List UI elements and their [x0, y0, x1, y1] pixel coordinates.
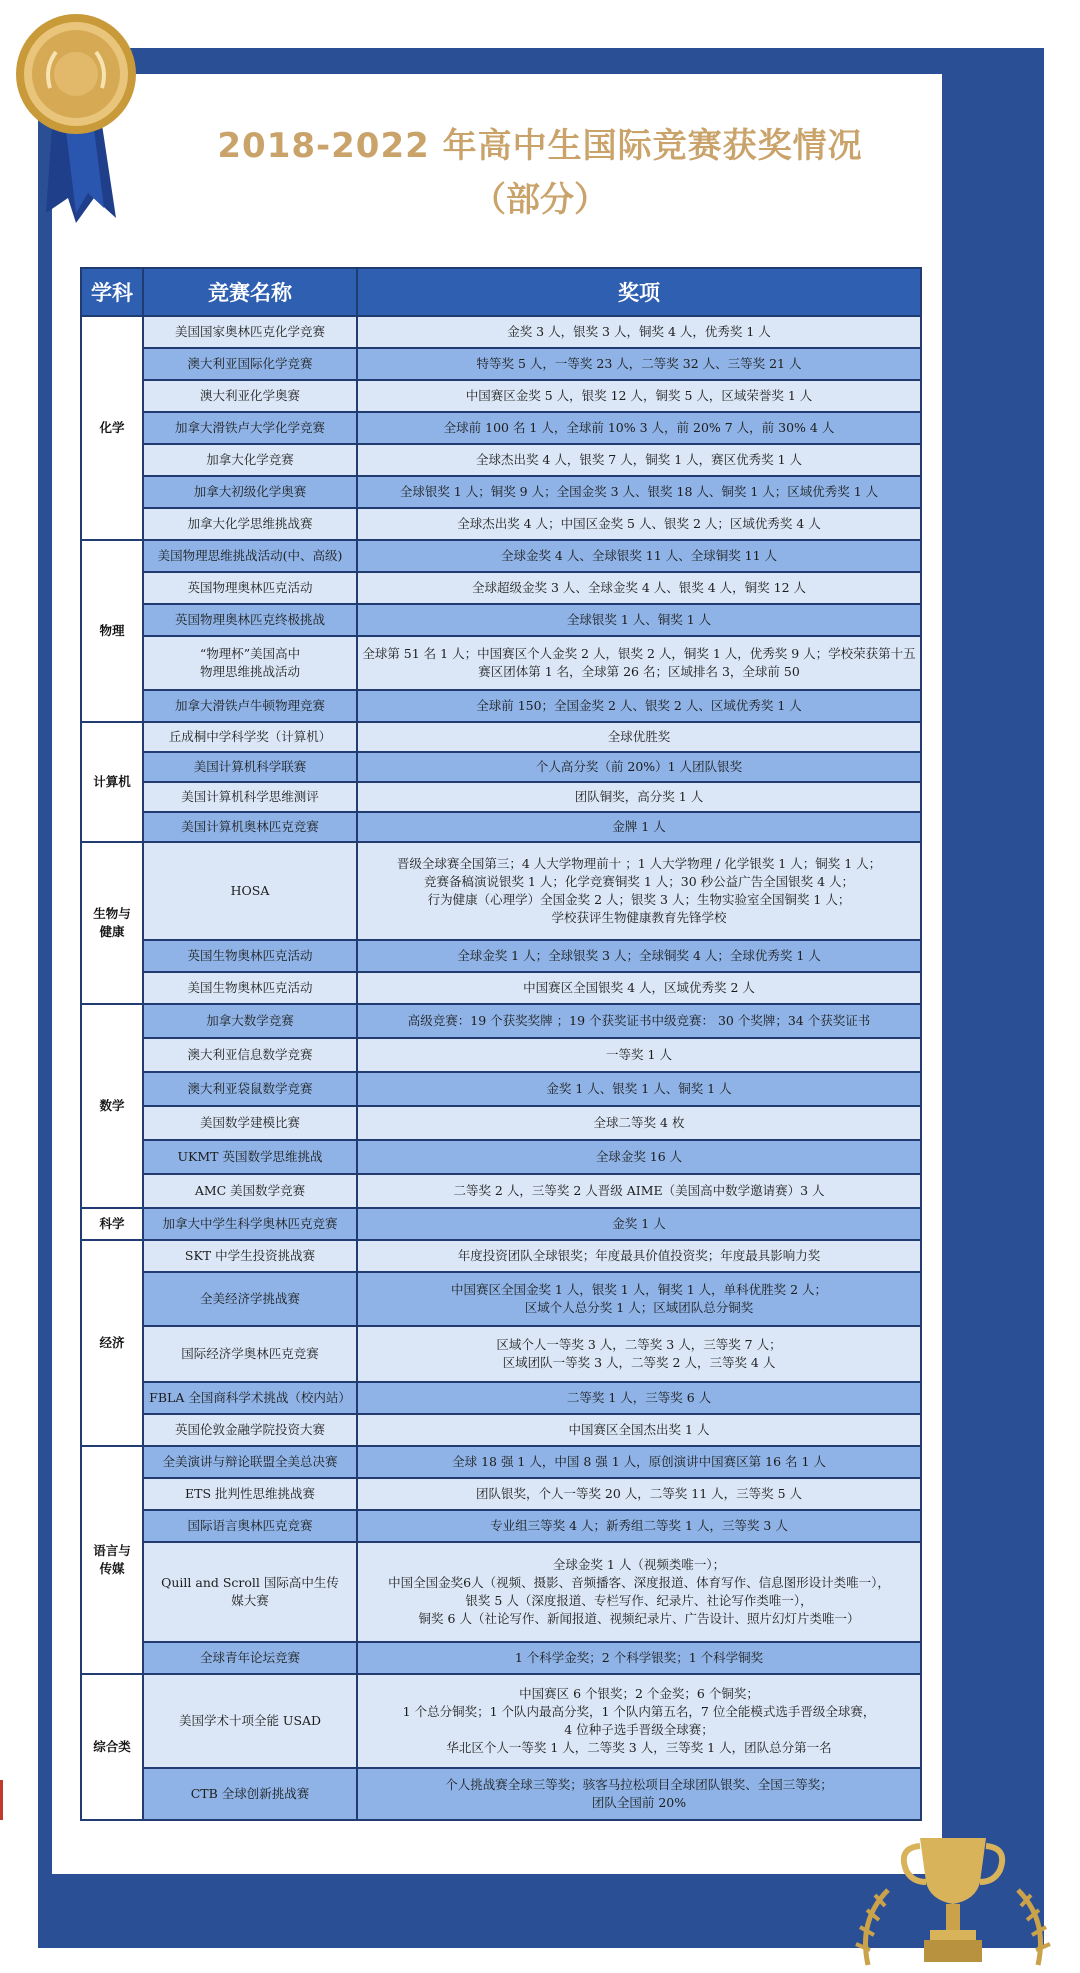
- award-text: 全球前 100 名 1 人，全球前 10% 3 人，前 20% 7 人，前 30% 4 人: [357, 412, 921, 444]
- award-text: 特等奖 5 人，一等奖 23 人，二等奖 32 人、三等奖 21 人: [357, 348, 921, 380]
- table-row: [81, 1478, 921, 1510]
- subject-biology-health: 生物与 健康: [81, 842, 143, 1004]
- award-text: 金奖 1 人、银奖 1 人、铜奖 1 人: [357, 1072, 921, 1106]
- table-row: [81, 380, 921, 412]
- competition-name: 澳大利亚信息数学竞赛: [143, 1038, 357, 1072]
- competition-name: “物理杯”美国高中 物理思维挑战活动: [143, 636, 357, 690]
- table-row: [81, 604, 921, 636]
- subject-physics: 物理: [81, 540, 143, 722]
- table-row: [81, 1414, 921, 1446]
- awards-table: [80, 267, 922, 1821]
- table-row: [81, 348, 921, 380]
- competition-name: 全球青年论坛竞赛: [143, 1642, 357, 1674]
- table-row: [81, 1038, 921, 1072]
- header-awards: 奖项: [357, 268, 921, 316]
- award-text: 全球金奖 1 人（视频类唯一）； 中国全国金奖6人（视频、摄影、音频播客、深度报道、体育写作、信息图形设计类唯一）， 银奖 5 人（深度报道、专栏写作、纪录片、社论写作类唯一）， 铜奖 6 人（社论写作、新闻报道、视频纪录片、广告设计、照片幻灯片类唯一）: [357, 1542, 921, 1642]
- competition-name: AMC 美国数学竞赛: [143, 1174, 357, 1208]
- competition-name: 美国物理思维挑战活动(中、高级): [143, 540, 357, 572]
- award-text: 中国赛区 6 个银奖；2 个金奖；6 个铜奖； 1 个总分铜奖；1 个队内最高分奖，1 个队内第五名，7 位全能模式选手晋级全球赛， 4 位种子选手晋级全球赛； 华北区个人一等奖 1 人，二等奖 3 人，三等奖 1 人，团队总分第一名: [357, 1674, 921, 1768]
- table-row: [81, 476, 921, 508]
- table-row: [81, 1106, 921, 1140]
- subject-science: 科学: [81, 1208, 143, 1240]
- award-text: 团队铜奖，高分奖 1 人: [357, 782, 921, 812]
- award-text: 中国赛区全国金奖 1 人，银奖 1 人，铜奖 1 人，单科优胜奖 2 人； 区域个人总分奖 1 人；区域团队总分铜奖: [357, 1272, 921, 1326]
- award-text: 年度投资团队全球银奖；年度最具价值投资奖；年度最具影响力奖: [357, 1240, 921, 1272]
- competition-name: 全美经济学挑战赛: [143, 1272, 357, 1326]
- award-text: 全球优胜奖: [357, 722, 921, 752]
- award-text: 全球银奖 1 人；铜奖 9 人；全国金奖 3 人、银奖 18 人、铜奖 1 人；区域优秀奖 1 人: [357, 476, 921, 508]
- competition-name: 英国伦敦金融学院投资大赛: [143, 1414, 357, 1446]
- award-text: 晋级全球赛全国第三；4 人大学物理前十 ；1 人大学物理 / 化学银奖 1 人；铜奖 1 人； 竞赛备稿演说银奖 1 人；化学竞赛铜奖 1 人；30 秒公益广告全国银奖 4 人； 行为健康（心理学）全国金奖 2 人；银奖 3 人；生物实验室全国铜奖 1 人； 学校获评生物健康教育先锋学校: [357, 842, 921, 940]
- competition-name: 英国生物奥林匹克活动: [143, 940, 357, 972]
- competition-name: 美国学术十项全能 USAD: [143, 1674, 357, 1768]
- trophy-icon: [848, 1830, 1058, 1970]
- table-row: [81, 1446, 921, 1478]
- competition-name: HOSA: [143, 842, 357, 940]
- table-row: [81, 940, 921, 972]
- competition-name: 澳大利亚国际化学竞赛: [143, 348, 357, 380]
- competition-name: 美国数学建模比赛: [143, 1106, 357, 1140]
- table-row: [81, 1674, 921, 1768]
- subject-economics: 经济: [81, 1240, 143, 1446]
- award-text: 金奖 3 人，银奖 3 人，铜奖 4 人，优秀奖 1 人: [357, 316, 921, 348]
- table-row: [81, 842, 921, 940]
- competition-name: 加拿大滑铁卢大学化学竞赛: [143, 412, 357, 444]
- subject-comprehensive: 综合类: [81, 1674, 143, 1820]
- competition-name: 美国计算机科学联赛: [143, 752, 357, 782]
- award-text: 全球银奖 1 人、铜奖 1 人: [357, 604, 921, 636]
- award-text: 团队银奖，个人一等奖 20 人，二等奖 11 人，三等奖 5 人: [357, 1478, 921, 1510]
- table-row: [81, 1240, 921, 1272]
- award-text: 高级竞赛：19 个获奖奖牌 ；19 个获奖证书中级竞赛： 30 个奖牌；34 个获奖证书: [357, 1004, 921, 1038]
- competition-name: 国际经济学奥林匹克竞赛: [143, 1326, 357, 1382]
- table-row: [81, 782, 921, 812]
- award-text: 中国赛区全国杰出奖 1 人: [357, 1414, 921, 1446]
- table-row: [81, 540, 921, 572]
- competition-name: 加拿大初级化学奥赛: [143, 476, 357, 508]
- competition-name: 加拿大化学竞赛: [143, 444, 357, 476]
- table-header-row: [81, 268, 921, 316]
- competition-name: 澳大利亚化学奥赛: [143, 380, 357, 412]
- competition-name: 美国计算机科学思维测评: [143, 782, 357, 812]
- competition-name: 加拿大中学生科学奥林匹克竞赛: [143, 1208, 357, 1240]
- table-row: [81, 1140, 921, 1174]
- award-text: 中国赛区全国银奖 4 人，区域优秀奖 2 人: [357, 972, 921, 1004]
- table-row: [81, 1004, 921, 1038]
- competition-name: 美国计算机奥林匹克竞赛: [143, 812, 357, 842]
- table-row: [81, 1174, 921, 1208]
- subject-computer: 计算机: [81, 722, 143, 842]
- award-text: 全球第 51 名 1 人；中国赛区个人金奖 2 人，银奖 2 人，铜奖 1 人，优秀奖 9 人；学校荣获第十五赛区团体第 1 名，全球第 26 名；区域排名 3，全球前 50: [357, 636, 921, 690]
- table-row: [81, 690, 921, 722]
- table-row: [81, 1642, 921, 1674]
- competition-name: 加拿大化学思维挑战赛: [143, 508, 357, 540]
- competition-name: 澳大利亚袋鼠数学竞赛: [143, 1072, 357, 1106]
- table-row: [81, 1072, 921, 1106]
- table-row: [81, 1382, 921, 1414]
- award-text: 全球 18 强 1 人，中国 8 强 1 人，原创演讲中国赛区第 16 名 1 人: [357, 1446, 921, 1478]
- award-text: 全球金奖 4 人、全球银奖 11 人、全球铜奖 11 人: [357, 540, 921, 572]
- award-text: 全球金奖 1 人；全球银奖 3 人；全球铜奖 4 人；全球优秀奖 1 人: [357, 940, 921, 972]
- header-competition: 竞赛名称: [143, 268, 357, 316]
- award-text: 区域个人一等奖 3 人，二等奖 3 人，三等奖 7 人； 区域团队一等奖 3 人，二等奖 2 人，三等奖 4 人: [357, 1326, 921, 1382]
- table-row: [81, 444, 921, 476]
- award-text: 全球金奖 16 人: [357, 1140, 921, 1174]
- award-text: 二等奖 2 人，三等奖 2 人晋级 AIME（美国高中数学邀请赛）3 人: [357, 1174, 921, 1208]
- page-subtitle: （部分）: [472, 180, 608, 220]
- table-row: [81, 1542, 921, 1642]
- table-row: [81, 752, 921, 782]
- award-text: 中国赛区金奖 5 人，银奖 12 人，铜奖 5 人，区域荣誉奖 1 人: [357, 380, 921, 412]
- award-text: 二等奖 1 人，三等奖 6 人: [357, 1382, 921, 1414]
- table-row: [81, 412, 921, 444]
- table-row: [81, 1768, 921, 1820]
- table-row: [81, 1326, 921, 1382]
- competition-name: 英国物理奥林匹克终极挑战: [143, 604, 357, 636]
- competition-name: ETS 批判性思维挑战赛: [143, 1478, 357, 1510]
- table-row: [81, 1272, 921, 1326]
- award-text: 金奖 1 人: [357, 1208, 921, 1240]
- subject-chemistry: 化学: [81, 316, 143, 540]
- award-text: 全球前 150；全国金奖 2 人、银奖 2 人、区域优秀奖 1 人: [357, 690, 921, 722]
- competition-name: 全美演讲与辩论联盟全美总决赛: [143, 1446, 357, 1478]
- award-text: 全球二等奖 4 枚: [357, 1106, 921, 1140]
- competition-name: 美国国家奥林匹克化学竞赛: [143, 316, 357, 348]
- competition-name: UKMT 英国数学思维挑战: [143, 1140, 357, 1174]
- award-text: 全球杰出奖 4 人，银奖 7 人，铜奖 1 人，赛区优秀奖 1 人: [357, 444, 921, 476]
- competition-name: FBLA 全国商科学术挑战（校内站）: [143, 1382, 357, 1414]
- table-row: [81, 316, 921, 348]
- competition-name: 英国物理奥林匹克活动: [143, 572, 357, 604]
- competition-name: SKT 中学生投资挑战赛: [143, 1240, 357, 1272]
- award-text: 全球超级金奖 3 人、全球金奖 4 人、银奖 4 人，铜奖 12 人: [357, 572, 921, 604]
- competition-name: 丘成桐中学科学奖（计算机）: [143, 722, 357, 752]
- competition-name: 加拿大数学竞赛: [143, 1004, 357, 1038]
- edge-mark: [0, 1780, 3, 1820]
- competition-name: Quill and Scroll 国际高中生传 媒大赛: [143, 1542, 357, 1642]
- competition-name: 国际语言奥林匹克竞赛: [143, 1510, 357, 1542]
- award-text: 个人挑战赛全球三等奖；骇客马拉松项目全球团队银奖、全国三等奖； 团队全国前 20%: [357, 1768, 921, 1820]
- competition-name: 加拿大滑铁卢牛顿物理竞赛: [143, 690, 357, 722]
- table-row: [81, 508, 921, 540]
- competition-name: CTB 全球创新挑战赛: [143, 1768, 357, 1820]
- competition-name: 美国生物奥林匹克活动: [143, 972, 357, 1004]
- table-row: [81, 1208, 921, 1240]
- award-text: 全球杰出奖 4 人；中国区金奖 5 人、银奖 2 人；区域优秀奖 4 人: [357, 508, 921, 540]
- award-text: 1 个科学金奖；2 个科学银奖；1 个科学铜奖: [357, 1642, 921, 1674]
- table-row: [81, 1510, 921, 1542]
- table-row: [81, 722, 921, 752]
- table-row: [81, 636, 921, 690]
- table-row: [81, 972, 921, 1004]
- subject-language-media: 语言与 传媒: [81, 1446, 143, 1674]
- award-text: 金牌 1 人: [357, 812, 921, 842]
- page-title: 2018-2022 年高中生国际竞赛获奖情况: [217, 126, 863, 166]
- header-subject: 学科: [81, 268, 143, 316]
- award-text: 一等奖 1 人: [357, 1038, 921, 1072]
- table-row: [81, 812, 921, 842]
- table-row: [81, 572, 921, 604]
- award-text: 专业组三等奖 4 人；新秀组二等奖 1 人，三等奖 3 人: [357, 1510, 921, 1542]
- subject-math: 数学: [81, 1004, 143, 1208]
- award-text: 个人高分奖（前 20%）1 人团队银奖: [357, 752, 921, 782]
